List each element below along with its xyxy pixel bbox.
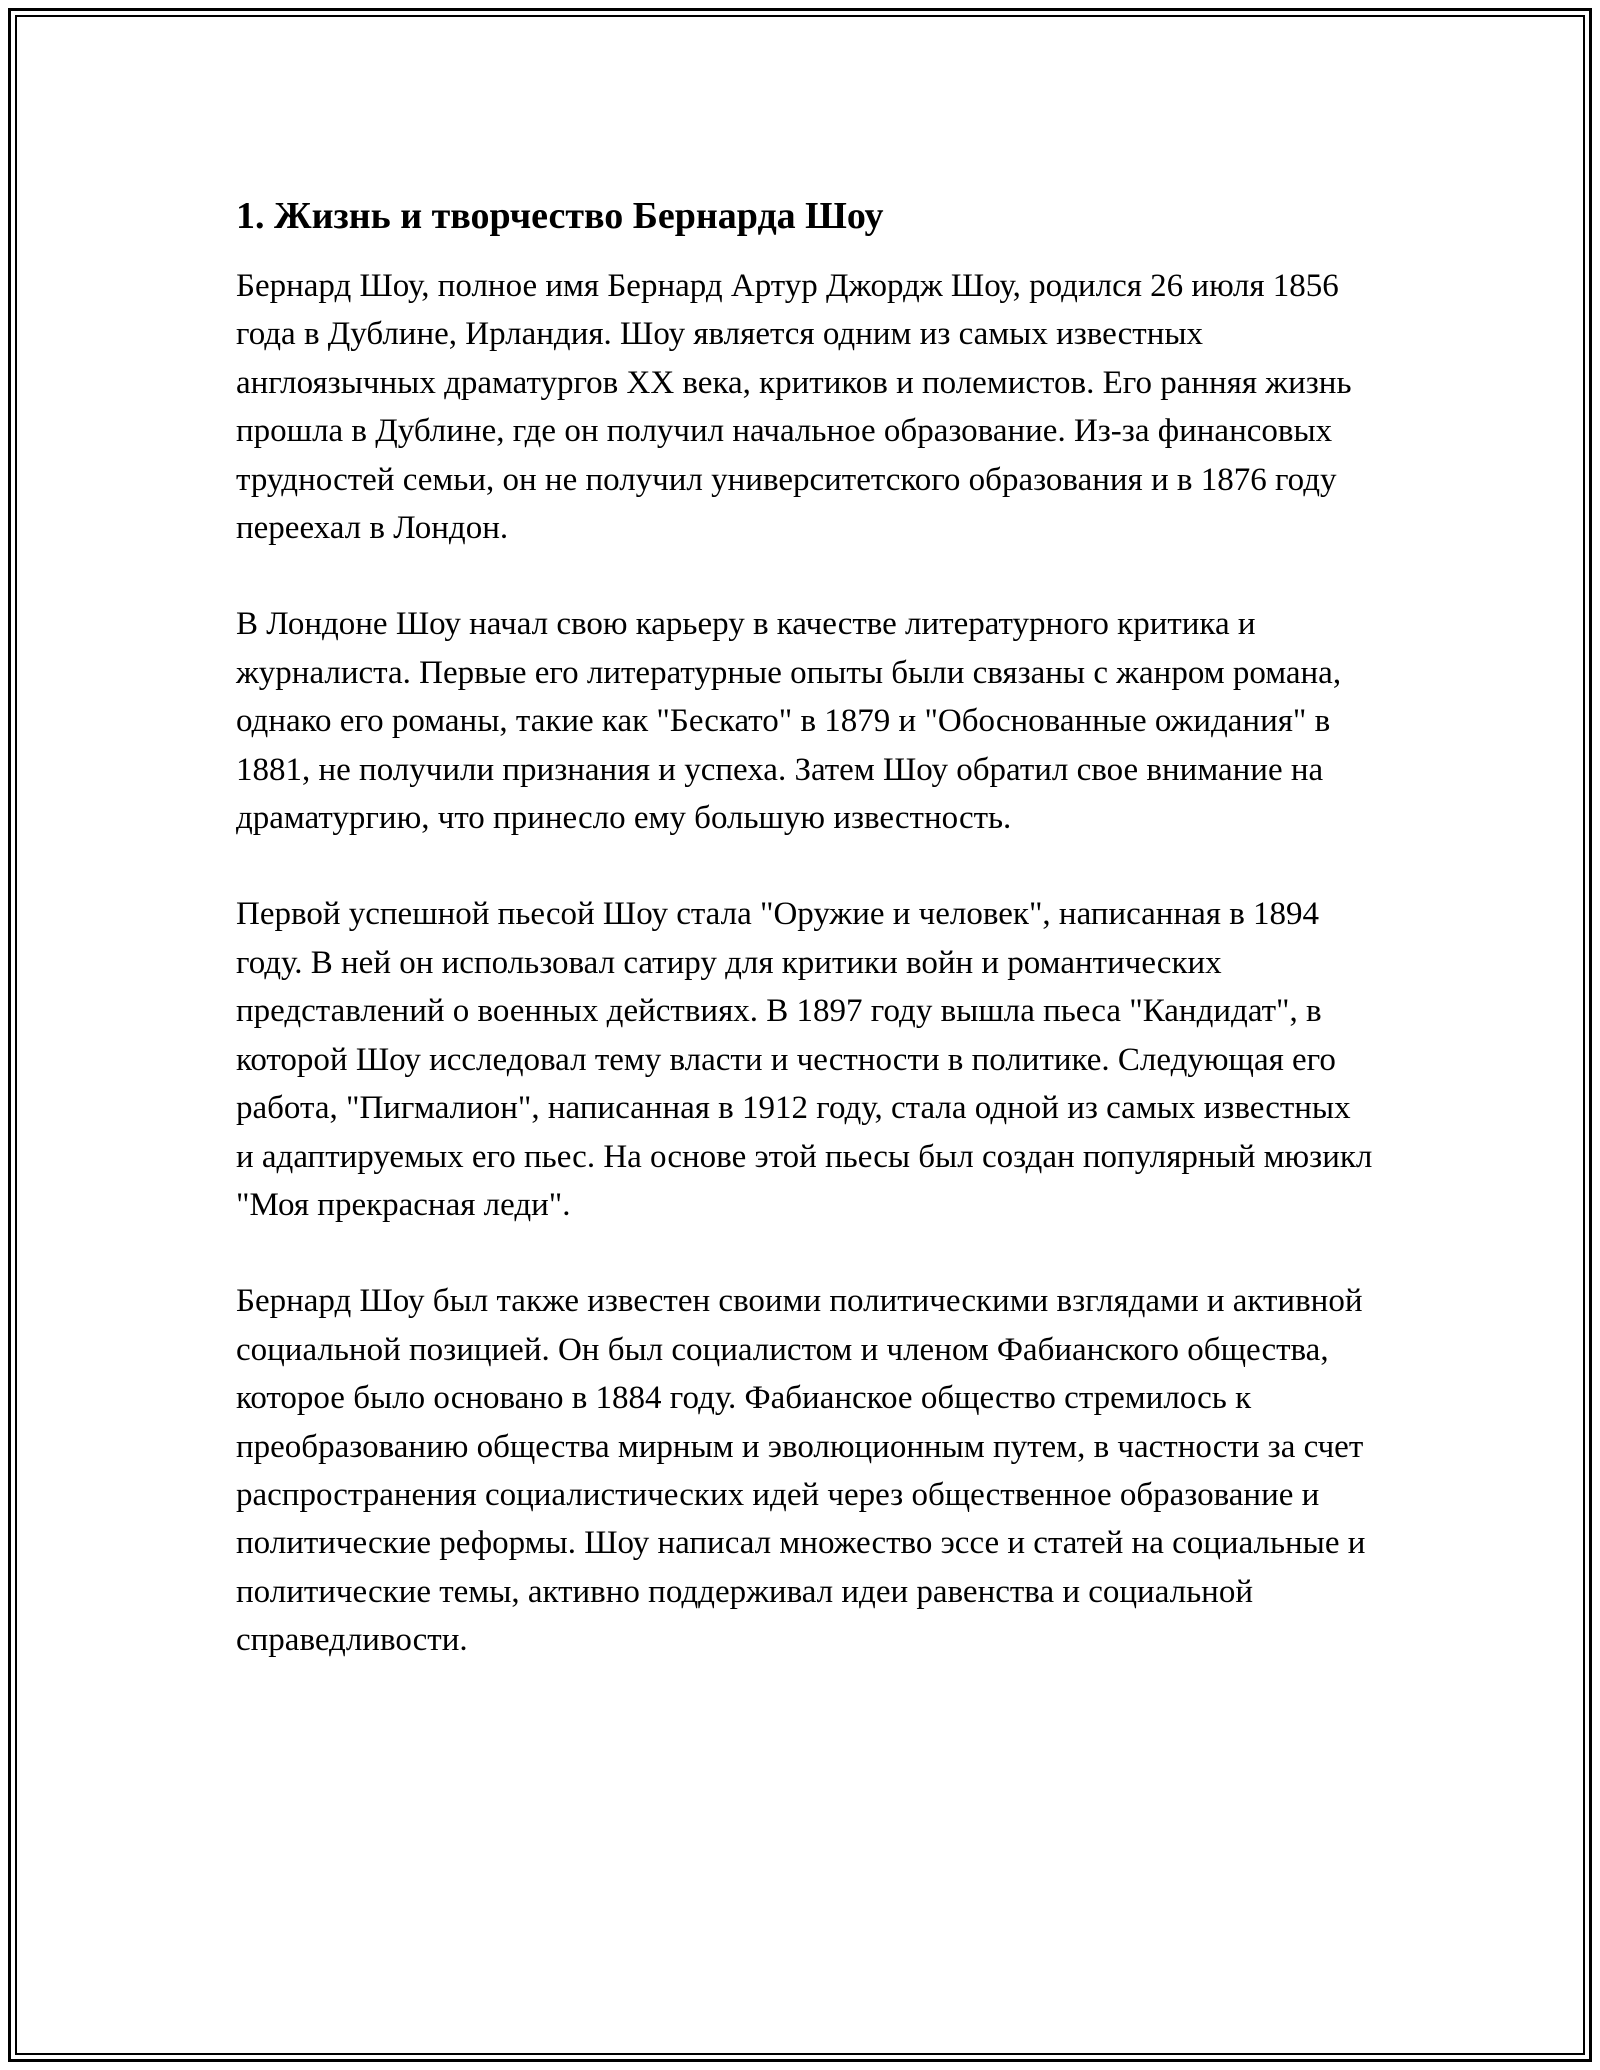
paragraph-london-career: В Лондоне Шоу начал свою карьеру в качестве литературного критика и журналиста. Первые его литературные опыты были связаны с жанром романа, однако его романы, такие как "Бескато" в 1879 и "Обоснованные ожидания" в 1881, не получили признания и успеха. Затем Шоу обратил свое внимание на драматургию, что принесло ему большую известность. (236, 606, 1342, 837)
paragraph-plays: Первой успешной пьесой Шоу стала "Оружие и человек", написанная в 1894 году. В ней он использовал сатиру для критики войн и романтических представлений о военных действиях. В 1897 году вышла пьеса "Кандидат", в которой Шоу исследовал тему власти и честности в политике. Следующая его работа, "Пигмалион", написанная в 1912 году, стала одной из самых известных и адаптируемых его пьес. На основе этой пьесы был создан популярный мюзикл "Моя прекрасная леди". (236, 896, 1373, 1223)
paragraph-politics: Бернард Шоу был также известен своими политическими взглядами и активной социальной позицией. Он был социалистом и членом Фабианского общества, которое было основано в 1884 году. Фабианское общество стремилось к преобразованию общества мирным и эволюционным путем, в частности за счет распространения социалистических идей через общественное образование и политические реформы. Шоу написал множество эссе и статей на социальные и политические темы, активно поддерживал идеи равенства и социальной справедливости. (236, 1283, 1366, 1659)
paragraph-early-life: Бернард Шоу, полное имя Бернард Артур Джордж Шоу, родился 26 июля 1856 года в Дублине, Ирландия. Шоу является одним из самых известных англоязычных драматургов XX века, критиков и полемистов. Его ранняя жизнь прошла в Дублине, где он получил начальное образование. Из-за финансовых трудностей семьи, он не получил университетского образования и в 1876 году переехал в Лондон. (236, 268, 1352, 547)
document-body (236, 180, 1376, 1713)
section-heading: 1. Жизнь и творчество Бернарда Шоу (236, 195, 884, 237)
